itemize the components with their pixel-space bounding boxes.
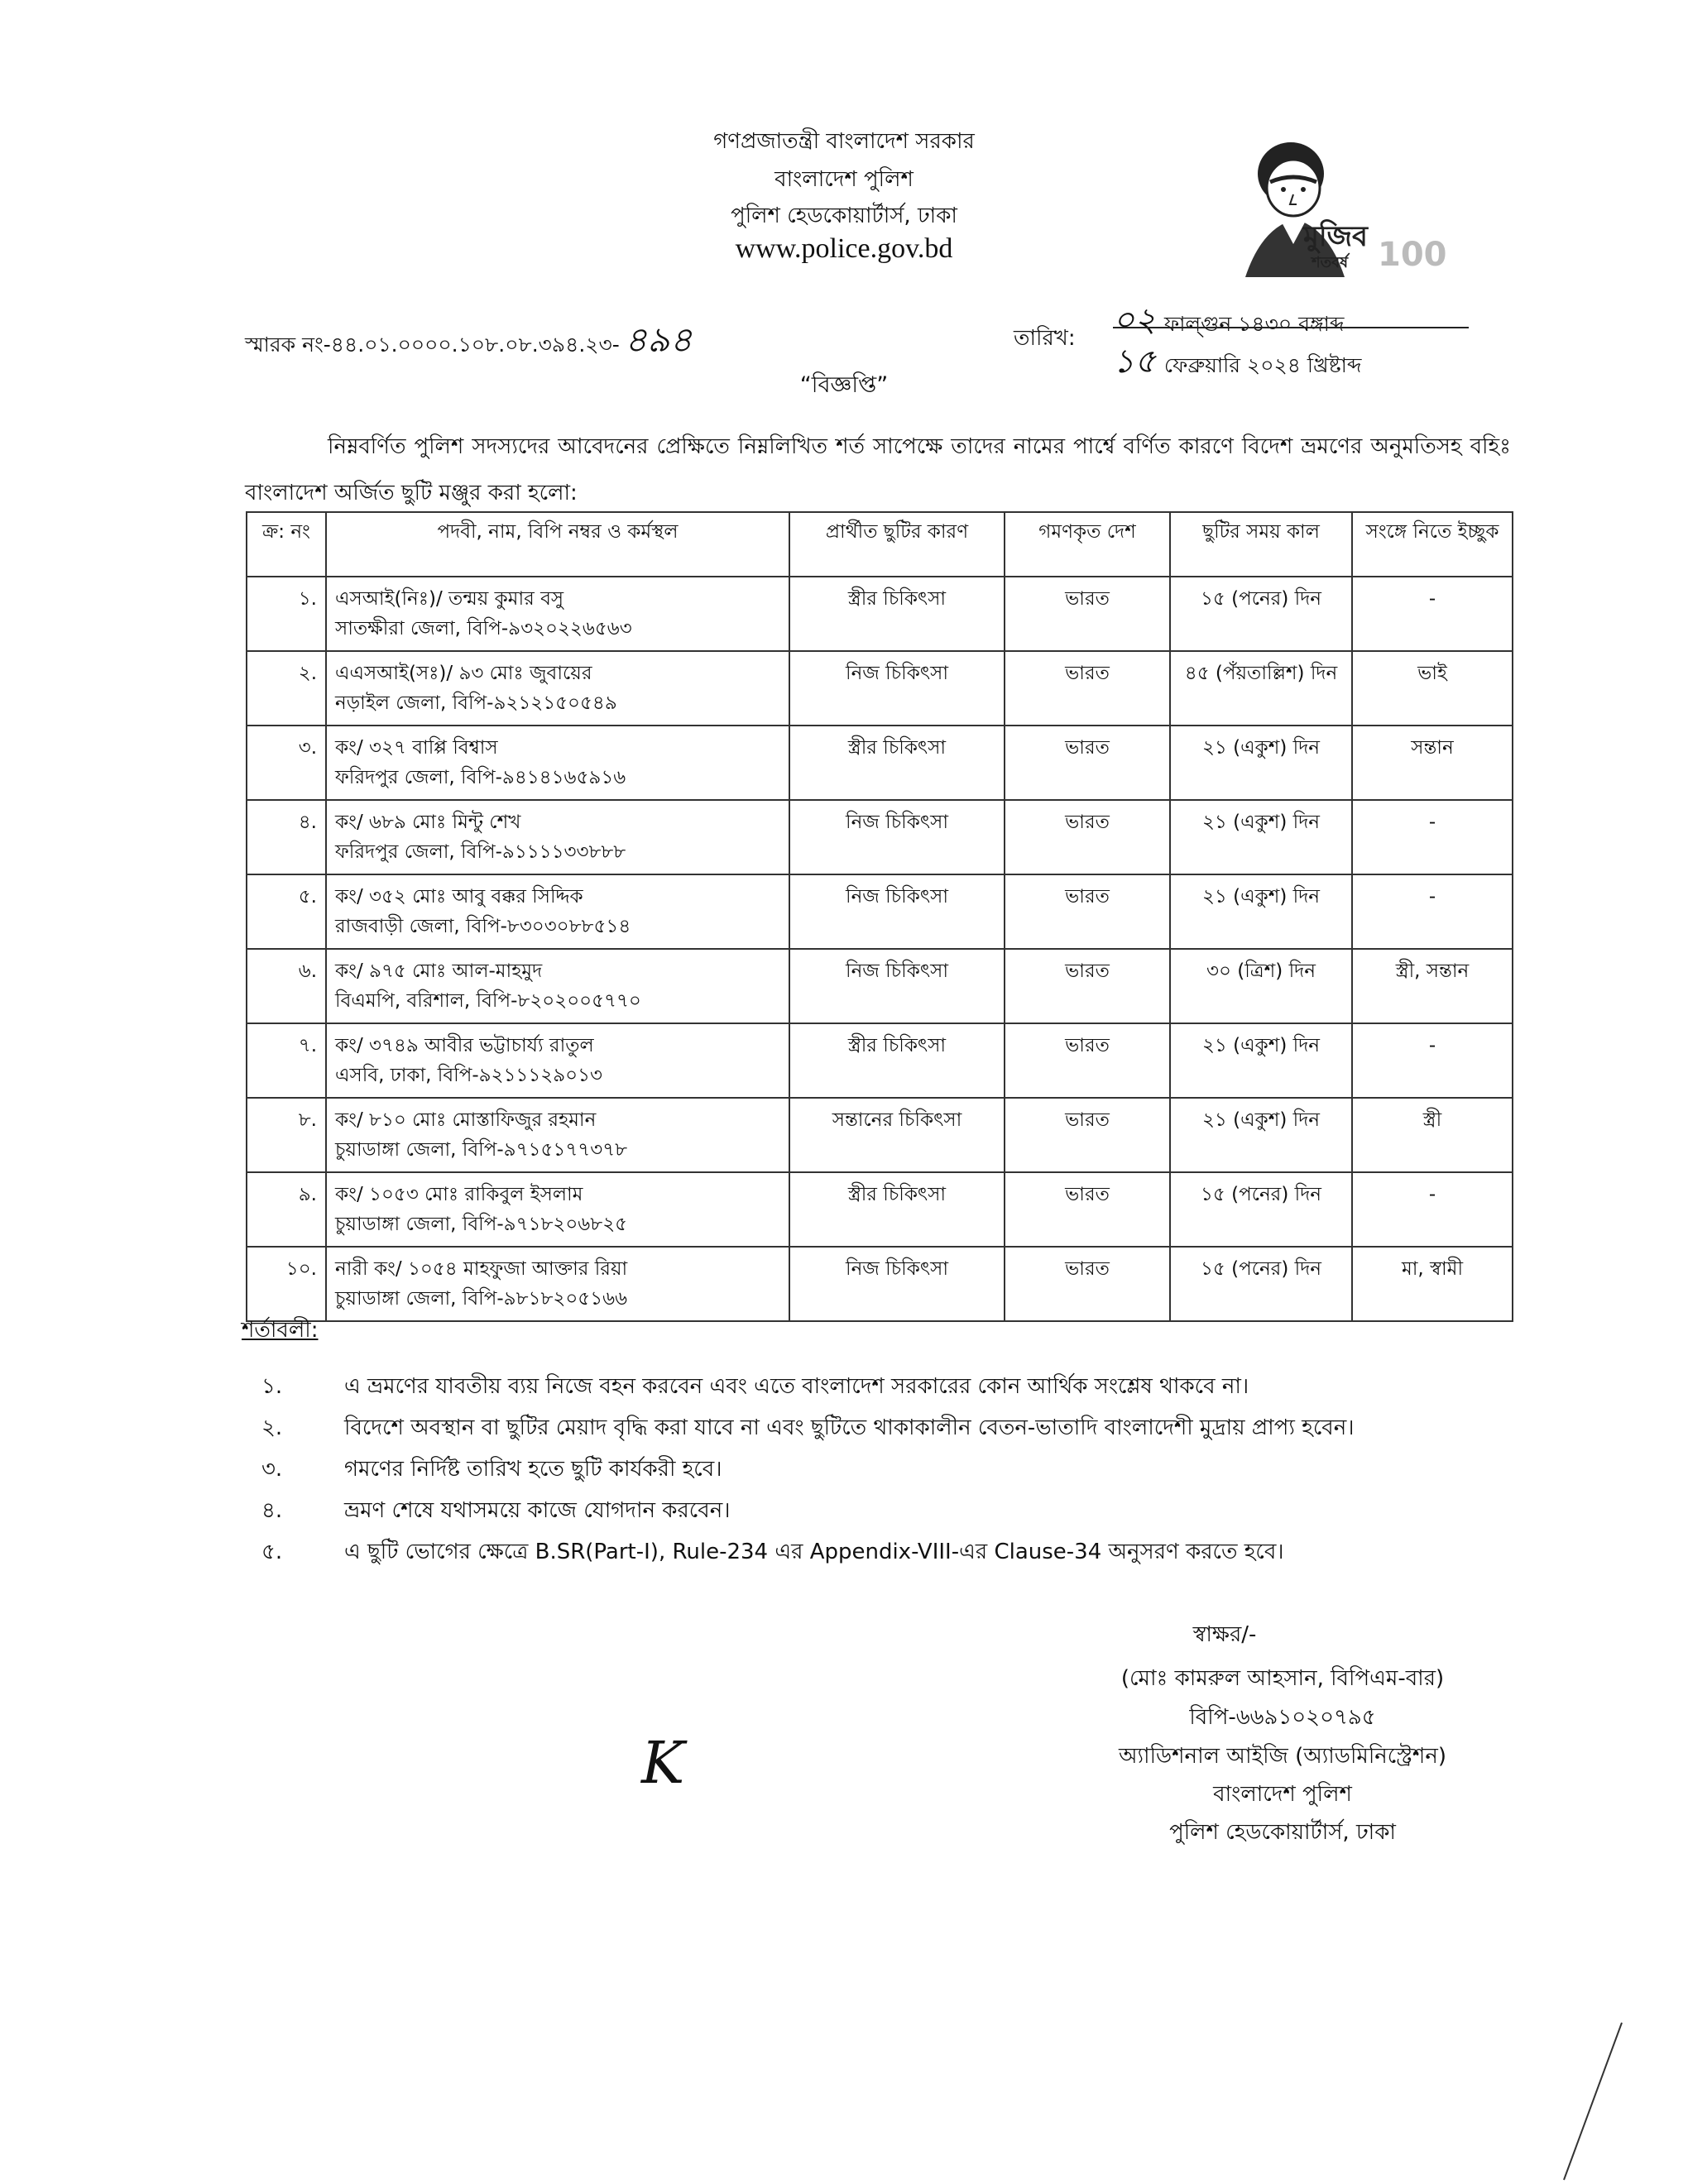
col-header-sl: ক্র: নং	[247, 512, 326, 577]
table-row	[247, 577, 1513, 651]
condition-number: ২.	[261, 1415, 283, 1440]
memo-label: স্মারক নং-৪৪.০১.০০০০.১০৮.০৮.৩৯৪.২৩-	[245, 333, 620, 357]
cell-sl: ৪.	[247, 800, 326, 874]
signature-name: (মোঃ কামরুল আহসান, বিপিএম-বার)	[1120, 1666, 1445, 1691]
table-row	[247, 726, 1513, 800]
table-row	[247, 1023, 1513, 1098]
cell-period: ২১ (একুশ) দিন	[1170, 800, 1352, 874]
cell-companion: -	[1352, 577, 1513, 651]
pen-stroke-icon	[1556, 2019, 1630, 2184]
cell-country: ভারত	[1005, 1172, 1170, 1247]
header-hq: পুলিশ হেডকোয়ার্টার্স, ঢাকা	[731, 204, 957, 228]
col-header-period: ছুটির সময় কাল	[1170, 512, 1352, 577]
cell-reason: স্ত্রীর চিকিৎসা	[789, 1172, 1005, 1247]
date-label: তারিখ:	[1014, 326, 1076, 351]
date-english-day: ১৫	[1113, 342, 1156, 381]
cell-name-unit	[326, 726, 789, 800]
member-name: কং/ ৩২৭ বাপ্পি বিশ্বাস	[335, 737, 498, 759]
condition-text: এ ভ্রমণের যাবতীয় ব্যয় নিজে বহন করবেন এবং এতে বাংলাদেশ সরকারের কোন আর্থিক সংশ্লেষ থাকবে না।	[344, 1374, 1249, 1399]
cell-name-unit	[326, 1172, 789, 1247]
member-unit-bp: ফরিদপুর জেলা, বিপি-৯৪১৪১৬৫৯১৬	[335, 767, 626, 788]
cell-reason: স্ত্রীর চিকিৎসা	[789, 577, 1005, 651]
cell-name-unit	[326, 874, 789, 949]
cell-period: ১৫ (পনের) দিন	[1170, 1172, 1352, 1247]
member-name: কং/ ৩৭৪৯ আবীর ভট্টাচার্য্য রাতুল	[335, 1035, 594, 1056]
member-unit-bp: চুয়াডাঙ্গা জেলা, বিপি-৯৭১৫১৭৭৩৭৮	[335, 1139, 628, 1161]
pen-mark-k: K	[641, 1729, 685, 1797]
member-unit-bp: সাতক্ষীরা জেলা, বিপি-৯৩২০২২৬৫৬৩	[335, 618, 632, 639]
cell-sl: ৬.	[247, 949, 326, 1023]
cell-country: ভারত	[1005, 1098, 1170, 1172]
logo-subtext: শতবর্ষ	[1312, 254, 1349, 271]
cell-country: ভারত	[1005, 1247, 1170, 1321]
date-divider	[1113, 327, 1469, 328]
condition-text: বিদেশে অবস্থান বা ছুটির মেয়াদ বৃদ্ধি করা যাবে না এবং ছুটিতে থাকাকালীন বেতন-ভাতাদি বাংলাদেশী মুদ্রায় প্রাপ্য হবেন।	[344, 1415, 1355, 1440]
cell-companion: সন্তান	[1352, 726, 1513, 800]
notice-title: “বিজ্ঞপ্তি”	[799, 372, 889, 398]
signature-org: বাংলাদেশ পুলিশ	[1213, 1782, 1352, 1807]
signature-office: পুলিশ হেডকোয়ার্টার্স, ঢাকা	[1169, 1820, 1396, 1845]
table-row	[247, 949, 1513, 1023]
member-name: নারী কং/ ১০৫৪ মাহফুজা আক্তার রিয়া	[335, 1258, 628, 1280]
signature-designation: অ্যাডিশনাল আইজি (অ্যাডমিনিস্ট্রেশন)	[1119, 1744, 1446, 1769]
cell-companion: ভাই	[1352, 651, 1513, 726]
table-row	[247, 1247, 1513, 1321]
condition-text: এ ছুটি ভোগের ক্ষেত্রে B.SR(Part-I), Rule-234 এর Appendix-VIII-এর Clause-34 অনুসরণ করতে হবে।	[344, 1540, 1284, 1564]
cell-country: ভারত	[1005, 1023, 1170, 1098]
table-row	[247, 1098, 1513, 1172]
col-header-reason: প্রার্থীত ছুটির কারণ	[789, 512, 1005, 577]
cell-sl: ৩.	[247, 726, 326, 800]
logo-number: 100	[1378, 236, 1447, 274]
condition-number: ৫.	[261, 1540, 283, 1564]
cell-sl: ৯.	[247, 1172, 326, 1247]
condition-number: ৪.	[261, 1498, 283, 1523]
logo-text: মুজিব	[1303, 220, 1368, 253]
cell-name-unit	[326, 1098, 789, 1172]
cell-country: ভারত	[1005, 726, 1170, 800]
cell-period: ৩০ (ত্রিশ) দিন	[1170, 949, 1352, 1023]
cell-reason: নিজ চিকিৎসা	[789, 949, 1005, 1023]
member-unit-bp: ফরিদপুর জেলা, বিপি-৯১১১১৩৩৮৮৮	[335, 841, 626, 863]
cell-name-unit	[326, 1023, 789, 1098]
cell-sl: ৫.	[247, 874, 326, 949]
col-header-country: গমণকৃত দেশ	[1005, 512, 1170, 577]
cell-country: ভারত	[1005, 874, 1170, 949]
date-english-rest: ফেব্রুয়ারি ২০২৪ খ্রিষ্টাব্দ	[1163, 353, 1362, 377]
cell-companion: স্ত্রী	[1352, 1098, 1513, 1172]
date-bangla-day: ০২	[1113, 301, 1157, 339]
cell-reason: সন্তানের চিকিৎসা	[789, 1098, 1005, 1172]
condition-item	[261, 1535, 1519, 1571]
cell-companion: -	[1352, 874, 1513, 949]
cell-companion: -	[1352, 1172, 1513, 1247]
cell-name-unit	[326, 800, 789, 874]
cell-country: ভারত	[1005, 577, 1170, 651]
table-row	[247, 1172, 1513, 1247]
member-unit-bp: চুয়াডাঙ্গা জেলা, বিপি-৯৭১৮২০৬৮২৫	[335, 1214, 628, 1235]
condition-item	[261, 1369, 1519, 1406]
member-name: কং/ ৬৮৯ মোঃ মিন্টু শেখ	[335, 812, 521, 833]
cell-period: ১৫ (পনের) দিন	[1170, 577, 1352, 651]
memo-handwritten-number: ৪৯৪	[624, 319, 693, 360]
cell-name-unit	[326, 577, 789, 651]
cell-country: ভারত	[1005, 949, 1170, 1023]
cell-reason: নিজ চিকিৎসা	[789, 651, 1005, 726]
conditions-title: শর্তাবলী:	[242, 1318, 319, 1343]
cell-sl: ১০.	[247, 1247, 326, 1321]
date-bangla-rest: ফাল্গুন ১৪৩০ বঙ্গাব্দ	[1164, 312, 1345, 336]
cell-period: ২১ (একুশ) দিন	[1170, 726, 1352, 800]
cell-period: ৪৫ (পঁয়তাল্লিশ) দিন	[1170, 651, 1352, 726]
cell-companion: মা, স্বামী	[1352, 1247, 1513, 1321]
condition-text: ভ্রমণ শেষে যথাসময়ে কাজে যোগদান করবেন।	[344, 1498, 731, 1523]
mujib-centenary-logo	[1212, 136, 1447, 281]
table-row	[247, 800, 1513, 874]
table-row	[247, 874, 1513, 949]
signature-bp: বিপি-৬৬৯১০২০৭৯৫	[1189, 1705, 1376, 1730]
cell-companion: -	[1352, 800, 1513, 874]
intro-paragraph	[245, 424, 1511, 516]
memo-number	[245, 313, 693, 371]
cell-sl: ৭.	[247, 1023, 326, 1098]
cell-period: ২১ (একুশ) দিন	[1170, 1098, 1352, 1172]
cell-name-unit	[326, 651, 789, 726]
member-name: কং/ ৯৭৫ মোঃ আল-মাহমুদ	[335, 960, 543, 982]
cell-period: ১৫ (পনের) দিন	[1170, 1247, 1352, 1321]
table-header-row	[247, 512, 1513, 577]
cell-companion: -	[1352, 1023, 1513, 1098]
member-name: কং/ ৩৫২ মোঃ আবু বক্কর সিদ্দিক	[335, 886, 583, 908]
cell-period: ২১ (একুশ) দিন	[1170, 874, 1352, 949]
condition-text: গমণের নির্দিষ্ট তারিখ হতে ছুটি কার্যকরী হবে।	[344, 1457, 722, 1482]
member-unit-bp: এসবি, ঢাকা, বিপি-৯২১১১২৯০১৩	[335, 1065, 602, 1086]
cell-country: ভারত	[1005, 651, 1170, 726]
member-unit-bp: রাজবাড়ী জেলা, বিপি-৮৩০৩০৮৮৫১৪	[335, 916, 631, 937]
cell-name-unit	[326, 1247, 789, 1321]
member-name: কং/ ৮১০ মোঃ মোস্তাফিজুর রহমান	[335, 1109, 597, 1131]
member-unit-bp: নড়াইল জেলা, বিপি-৯২১২১৫০৫৪৯	[335, 692, 617, 714]
member-name: এসআই(নিঃ)/ তন্ময় কুমার বসু	[335, 588, 564, 610]
cell-country: ভারত	[1005, 800, 1170, 874]
cell-name-unit	[326, 949, 789, 1023]
signature-signed: স্বাক্ষর/-	[1192, 1622, 1257, 1647]
member-name: কং/ ১০৫৩ মোঃ রাকিবুল ইসলাম	[335, 1184, 583, 1205]
cell-companion: স্ত্রী, সন্তান	[1352, 949, 1513, 1023]
intro-text: নিম্নবর্ণিত পুলিশ সদস্যদের আবেদনের প্রেক্ষিতে নিম্নলিখিত শর্ত সাপেক্ষে তাদের নামের পার্শ্বে বর্ণিত কারণে বিদেশ ভ্রমণের অনুমতিসহ বহিঃ বাংলাদেশ অর্জিত ছুটি মঞ্জুর করা হলো:	[245, 434, 1511, 505]
member-unit-bp: বিএমপি, বরিশাল, বিপি-৮২০২০০৫৭৭০	[335, 990, 641, 1012]
member-unit-bp: চুয়াডাঙ্গা জেলা, বিপি-৯৮১৮২০৫১৬৬	[335, 1288, 628, 1310]
table-body	[247, 577, 1513, 1321]
cell-period: ২১ (একুশ) দিন	[1170, 1023, 1352, 1098]
cell-reason: নিজ চিকিৎসা	[789, 800, 1005, 874]
cell-sl: ৮.	[247, 1098, 326, 1172]
condition-number: ৩.	[261, 1457, 283, 1482]
cell-sl: ১.	[247, 577, 326, 651]
col-header-name: পদবী, নাম, বিপি নম্বর ও কর্মস্থল	[326, 512, 789, 577]
header-police: বাংলাদেশ পুলিশ	[774, 167, 914, 192]
col-header-companion: সংঙ্গে নিতে ইচ্ছুক	[1352, 512, 1513, 577]
condition-number: ১.	[261, 1374, 283, 1399]
member-name: এএসআই(সঃ)/ ৯৩ মোঃ জুবায়ের	[335, 663, 592, 684]
condition-item	[261, 1493, 1519, 1530]
table-row	[247, 651, 1513, 726]
leave-table	[246, 511, 1513, 1322]
header-govt: গণপ্রজাতন্ত্রী বাংলাদেশ সরকার	[713, 129, 975, 154]
cell-reason: নিজ চিকিৎসা	[789, 874, 1005, 949]
cell-reason: স্ত্রীর চিকিৎসা	[789, 726, 1005, 800]
cell-reason: স্ত্রীর চিকিৎসা	[789, 1023, 1005, 1098]
condition-item	[261, 1410, 1519, 1447]
cell-sl: ২.	[247, 651, 326, 726]
header-website: www.police.gov.bd	[735, 233, 953, 264]
condition-item	[261, 1452, 1519, 1488]
cell-reason: নিজ চিকিৎসা	[789, 1247, 1005, 1321]
